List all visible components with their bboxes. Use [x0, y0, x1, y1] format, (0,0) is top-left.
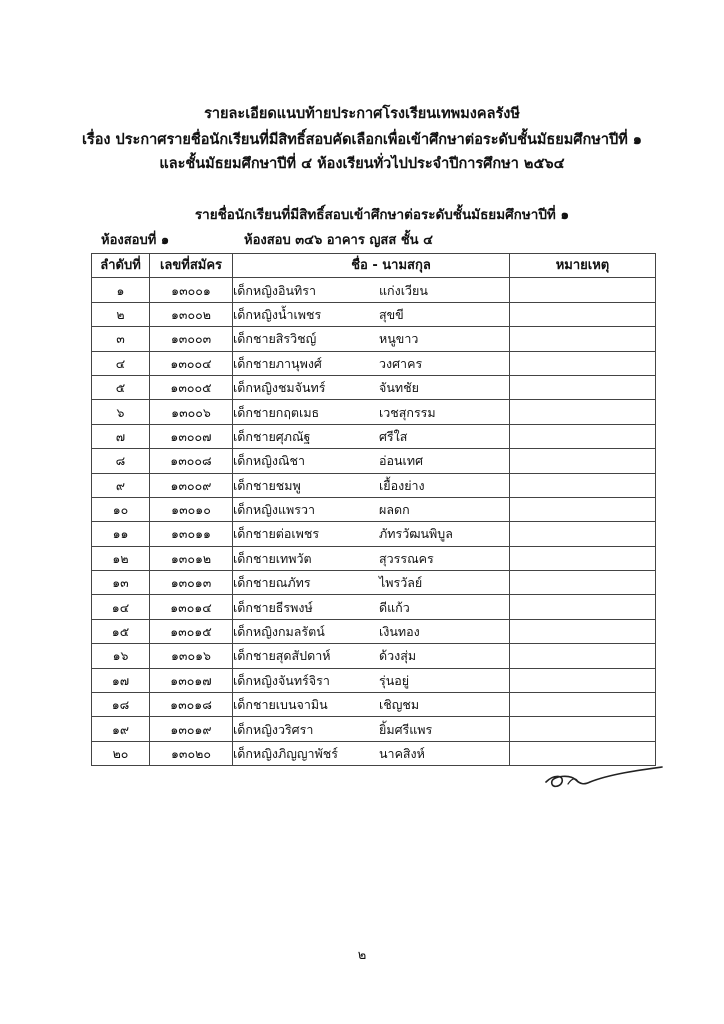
applicant-id: ๑๓๐๑๘ [150, 693, 233, 717]
table-row [92, 644, 656, 668]
student-first-name: เด็กชายกฤตเมธ [233, 404, 320, 420]
row-number: ๒ [92, 302, 150, 326]
student-name [233, 741, 510, 765]
remark-cell [510, 497, 656, 521]
student-first-name: เด็กหญิงชมจันทร์ [233, 380, 326, 396]
row-number: ๑๖ [92, 644, 150, 668]
student-last-name: ด้วงสุ่ม [379, 648, 417, 664]
table-row [92, 741, 656, 765]
table-row [92, 571, 656, 595]
student-name [233, 546, 510, 570]
student-last-name: อ่อนเทศ [379, 453, 424, 469]
student-last-name: ยิ้มศรีแพร [379, 721, 433, 737]
student-first-name: เด็กชายต่อเพชร [233, 526, 320, 542]
student-last-name: เยื้องย่าง [379, 477, 425, 493]
table-row [92, 497, 656, 521]
table-row [92, 449, 656, 473]
student-name [233, 473, 510, 497]
applicant-id: ๑๓๐๐๒ [150, 302, 233, 326]
document-title: รายละเอียดแนบท้ายประกาศโรงเรียนเทพมงคลรังษี [204, 106, 520, 122]
exam-room-location: ห้องสอบ ๓๔๖ อาคาร ญสส ชั้น ๔ [244, 233, 433, 248]
student-last-name: ดีแก้ว [379, 599, 410, 615]
header-remark: หมายเหตุ [510, 254, 656, 278]
applicant-id: ๑๓๐๑๑ [150, 522, 233, 546]
row-number: ๑ [92, 278, 150, 302]
student-first-name: เด็กชายสุดสัปดาห์ [233, 648, 331, 664]
remark-cell [510, 278, 656, 302]
remark-cell [510, 351, 656, 375]
remark-cell [510, 717, 656, 741]
table-row [92, 424, 656, 448]
student-first-name: เด็กหญิงวริศรา [233, 721, 314, 737]
row-number: ๓ [92, 327, 150, 351]
student-name [233, 327, 510, 351]
student-last-name: สุวรรณคร [379, 550, 434, 566]
student-first-name: เด็กชายภานุพงศ์ [233, 355, 322, 371]
applicant-id: ๑๓๐๑๖ [150, 644, 233, 668]
student-name [233, 302, 510, 326]
student-name [233, 693, 510, 717]
header-applicant-id: เลขที่สมัคร [150, 254, 233, 278]
table-row [92, 375, 656, 399]
student-last-name: สุขขี [379, 306, 404, 322]
student-last-name: รุ่นอยู่ [379, 672, 410, 688]
row-number: ๘ [92, 449, 150, 473]
table-row [92, 595, 656, 619]
signature-mark [540, 765, 665, 793]
student-first-name: เด็กหญิงแพรวา [233, 502, 316, 518]
applicant-id: ๑๓๐๑๙ [150, 717, 233, 741]
remark-cell [510, 400, 656, 424]
applicant-id: ๑๓๐๐๘ [150, 449, 233, 473]
student-first-name: เด็กหญิงอินทิรา [233, 282, 316, 298]
remark-cell [510, 668, 656, 692]
row-number: ๑๙ [92, 717, 150, 741]
table-row [92, 327, 656, 351]
row-number: ๑๘ [92, 693, 150, 717]
table-row [92, 693, 656, 717]
remark-cell [510, 595, 656, 619]
student-last-name: เงินทอง [379, 624, 420, 640]
table-row [92, 302, 656, 326]
remark-cell [510, 546, 656, 570]
table-row [92, 522, 656, 546]
student-first-name: เด็กชายชมพู [233, 477, 301, 493]
row-number: ๙ [92, 473, 150, 497]
remark-cell [510, 619, 656, 643]
applicant-id: ๑๓๐๑๓ [150, 571, 233, 595]
row-number: ๑๕ [92, 619, 150, 643]
row-number: ๗ [92, 424, 150, 448]
student-last-name: เวชสุกรรม [379, 404, 436, 420]
student-first-name: เด็กชายสิรวิชญ์ [233, 331, 317, 347]
student-table [91, 253, 656, 766]
student-name [233, 400, 510, 424]
remark-cell [510, 424, 656, 448]
student-name [233, 449, 510, 473]
student-name [233, 619, 510, 643]
applicant-id: ๑๓๐๐๙ [150, 473, 233, 497]
student-name [233, 717, 510, 741]
student-name [233, 668, 510, 692]
row-number: ๖ [92, 400, 150, 424]
student-name [233, 375, 510, 399]
table-row [92, 717, 656, 741]
student-first-name: เด็กหญิงกมลรัตน์ [233, 624, 325, 640]
applicant-id: ๑๓๐๐๑ [150, 278, 233, 302]
student-first-name: เด็กชายเทพวัต [233, 550, 312, 566]
table-row [92, 546, 656, 570]
student-first-name: เด็กชายศุภณัฐ [233, 428, 311, 444]
row-number: ๑๐ [92, 497, 150, 521]
row-number: ๑๑ [92, 522, 150, 546]
student-first-name: เด็กชายณภัทร [233, 575, 311, 591]
student-last-name: ภัทรวัฒนพิบูล [379, 526, 453, 542]
student-name [233, 571, 510, 595]
student-last-name: ผลดก [379, 502, 410, 518]
student-first-name: เด็กชายธีรพงษ์ [233, 599, 313, 615]
row-number: ๑๒ [92, 546, 150, 570]
exam-room-label: ห้องสอบที่ ๑ [101, 233, 170, 248]
row-number: ๑๔ [92, 595, 150, 619]
table-row [92, 351, 656, 375]
applicant-id: ๑๓๐๑๕ [150, 619, 233, 643]
student-first-name: เด็กหญิงน้ำเพชร [233, 306, 322, 322]
table-row [92, 668, 656, 692]
applicant-id: ๑๓๐๐๕ [150, 375, 233, 399]
table-body [92, 278, 656, 766]
remark-cell [510, 473, 656, 497]
remark-cell [510, 644, 656, 668]
table-header-row [92, 254, 656, 278]
applicant-id: ๑๓๐๑๒ [150, 546, 233, 570]
student-last-name: จันทชัย [379, 380, 419, 396]
table-row [92, 473, 656, 497]
list-subtitle: รายชื่อนักเรียนที่มีสิทธิ์สอบเข้าศึกษาต่อระดับชั้นมัธยมศึกษาปีที่ ๑ [194, 207, 570, 223]
student-first-name: เด็กหญิงภิญญาพัชร์ [233, 746, 338, 761]
row-number: ๕ [92, 375, 150, 399]
header-name: ชื่อ - นามสกุล [233, 254, 510, 278]
student-name [233, 644, 510, 668]
applicant-id: ๑๓๐๑๗ [150, 668, 233, 692]
remark-cell [510, 449, 656, 473]
document-subject: เรื่อง ประกาศรายชื่อนักเรียนที่มีสิทธิ์สอบคัดเลือกเพื่อเข้าศึกษาต่อระดับชั้นมัธยมศึกษาปีที่ ๑ [81, 132, 643, 148]
row-number: ๑๗ [92, 668, 150, 692]
remark-cell [510, 571, 656, 595]
remark-cell [510, 741, 656, 765]
table-row [92, 278, 656, 302]
remark-cell [510, 302, 656, 326]
student-name [233, 497, 510, 521]
student-last-name: ไพรวัลย์ [379, 575, 423, 591]
student-last-name: แก่งเวียน [379, 282, 428, 298]
remark-cell [510, 327, 656, 351]
student-name [233, 278, 510, 302]
remark-cell [510, 693, 656, 717]
applicant-id: ๑๓๐๐๖ [150, 400, 233, 424]
table-row [92, 400, 656, 424]
student-name [233, 522, 510, 546]
applicant-id: ๑๓๐๐๗ [150, 424, 233, 448]
student-name [233, 351, 510, 375]
student-last-name: วงศาคร [379, 355, 423, 371]
header-no: ลำดับที่ [92, 254, 150, 278]
remark-cell [510, 375, 656, 399]
applicant-id: ๑๓๐๐๔ [150, 351, 233, 375]
row-number: ๒๐ [92, 741, 150, 765]
remark-cell [510, 522, 656, 546]
student-first-name: เด็กหญิงณิชา [233, 453, 306, 469]
table-row [92, 619, 656, 643]
page-number: ๒ [357, 948, 367, 963]
applicant-id: ๑๓๐๐๓ [150, 327, 233, 351]
student-first-name: เด็กหญิงจันทร์จิรา [233, 672, 330, 688]
row-number: ๔ [92, 351, 150, 375]
applicant-id: ๑๓๐๑๐ [150, 497, 233, 521]
student-name [233, 424, 510, 448]
student-last-name: หนูขาว [379, 331, 419, 347]
student-last-name: ศรีใส [379, 428, 408, 444]
applicant-id: ๑๓๐๒๐ [150, 741, 233, 765]
applicant-id: ๑๓๐๑๔ [150, 595, 233, 619]
student-name [233, 595, 510, 619]
student-first-name: เด็กชายเบนจามิน [233, 697, 328, 713]
student-last-name: นาคสิงห์ [379, 746, 425, 761]
student-last-name: เชิญชม [379, 697, 420, 713]
row-number: ๑๓ [92, 571, 150, 595]
document-subject-continued: และชั้นมัธยมศึกษาปีที่ ๔ ห้องเรียนทั่วไปประจำปีการศึกษา ๒๕๖๔ [159, 156, 565, 172]
